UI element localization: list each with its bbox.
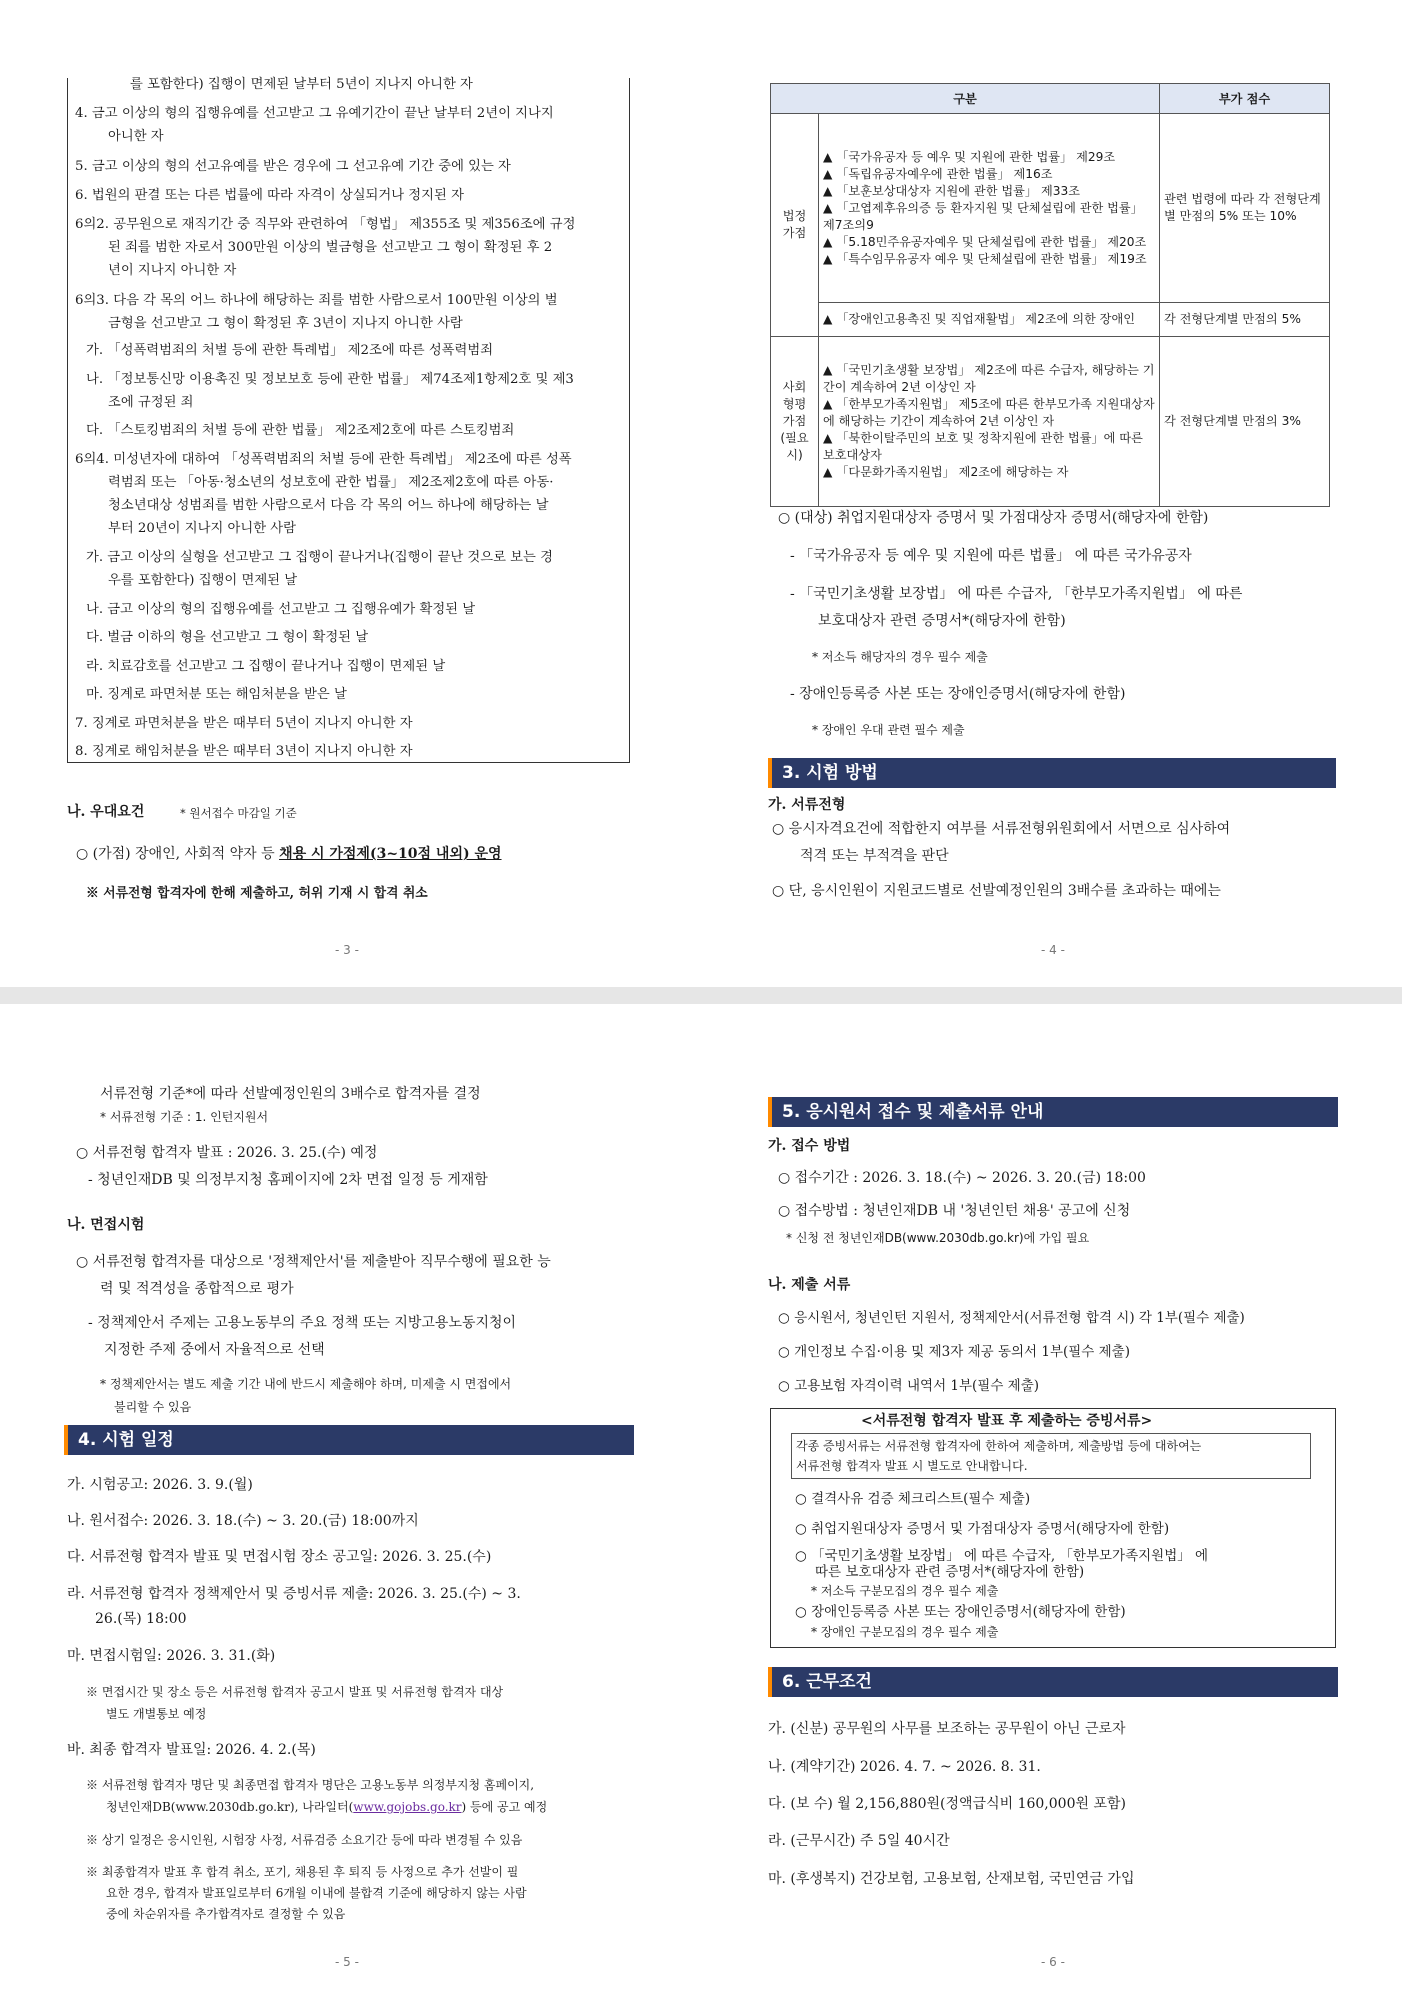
proof-line: ○ 결격사유 검증 체크리스트(필수 제출) — [795, 1491, 1031, 1507]
text-line: 청소년대상 성범죄를 범한 사람으로서 다음 각 목의 어느 하나에 해당하는 날 — [108, 498, 549, 513]
text-line: 서류전형 기준*에 따라 선발예정인원의 3배수로 합격자를 결정 — [100, 1086, 481, 1102]
text-line: 지정한 주제 중에서 자율적으로 선택 — [104, 1342, 325, 1358]
schedule-line: 가. 시험공고: 2026. 3. 9.(월) — [67, 1477, 253, 1493]
page-number: - 3 - — [335, 943, 359, 957]
text-line: ○ 개인정보 수집·이용 및 제3자 제공 동의서 1부(필수 제출) — [778, 1344, 1130, 1360]
social-label: 사회 형평 가점 (필요시) — [771, 337, 819, 507]
page-number: - 4 - — [1041, 943, 1065, 957]
text-line: 마. 징계로 파면처분 또는 해임처분을 받은 날 — [86, 687, 347, 702]
proof-line: ○ 「국민기초생활 보장법」 에 따른 수급자, 「한부모가족지원법」 에 — [795, 1548, 1209, 1564]
text-line: 가. 「성폭력범죄의 처벌 등에 관한 특례법」 제2조에 따른 성폭력범죄 — [86, 343, 494, 358]
subsection-heading: 나. 제출 서류 — [768, 1277, 851, 1293]
text-line: 7. 징계로 파면처분을 받은 때부터 5년이 지나지 아니한 자 — [75, 716, 413, 731]
legal-label: 법정 가점 — [771, 114, 819, 337]
gojobs-link[interactable]: www.gojobs.go.kr — [353, 1800, 462, 1814]
text-line: ○ 단, 응시인원이 지원코드별로 선발예정인원의 3배수를 초과하는 때에는 — [772, 883, 1221, 899]
text-line: 라. 치료감호를 선고받고 그 집행이 끝나거나 집행이 면제된 날 — [86, 659, 446, 674]
proof-box-notice — [791, 1433, 1311, 1479]
schedule-line: 나. 원서접수: 2026. 3. 18.(수) ~ 3. 20.(금) 18:00까지 — [67, 1513, 419, 1529]
text-note: * 서류전형 기준 : 1. 인턴지원서 — [100, 1110, 269, 1124]
social-points: 각 전형단계별 만점의 3% — [1160, 337, 1330, 507]
document-list-note: * 저소득 해당자의 경우 필수 제출 — [812, 650, 988, 664]
disabled-points: 각 전형단계별 만점의 5% — [1160, 303, 1330, 337]
section-heading-schedule: 4. 시험 일정 — [64, 1425, 634, 1455]
text-line: 된 죄를 범한 자로서 300만원 이상의 벌금형을 선고받고 그 형이 확정된 후 2 — [108, 240, 553, 255]
schedule-note: 중에 차순위자를 추가합격자로 결정할 수 있음 — [106, 1907, 346, 1921]
legal-points: 관련 법령에 따라 각 전형단계 별 만점의 5% 또는 10% — [1160, 114, 1330, 303]
legal-item: ▲ 「5.18민주유공자예우 및 단체설립에 관한 법률」 제20조 — [823, 234, 1147, 249]
text-line: ○ 응시자격요건에 적합한지 여부를 서류전형위원회에서 서면으로 심사하여 — [772, 821, 1231, 837]
section-heading-application: 5. 응시원서 접수 및 제출서류 안내 — [768, 1097, 1338, 1127]
condition-line: 다. (보 수) 월 2,156,880원(정액급식비 160,000원 포함) — [768, 1796, 1126, 1812]
document-sheet-top — [0, 0, 1402, 987]
text-line: 6. 법원의 판결 또는 다른 법률에 따라 자격이 상실되거나 정지된 자 — [75, 188, 464, 203]
text-line: 다. 「스토킹범죄의 처벌 등에 관한 법률」 제2조제2호에 따른 스토킹범죄 — [86, 423, 515, 438]
preference-heading: 나. 우대요건 — [67, 804, 145, 820]
schedule-line: 다. 서류전형 합격자 발표 및 면접시험 장소 공고일: 2026. 3. 25.(수) — [67, 1549, 492, 1565]
condition-line: 라. (근무시간) 주 5일 40시간 — [768, 1833, 950, 1849]
text-line: 5. 금고 이상의 형의 선고유예를 받은 경우에 그 선고유예 기간 중에 있는 자 — [75, 159, 511, 174]
legal-item: ▲ 「고엽제후유의증 등 환자지원 및 단체설립에 관한 법률」 제7조의9 — [823, 200, 1143, 232]
schedule-line: 바. 최종 합격자 발표일: 2026. 4. 2.(목) — [67, 1742, 316, 1758]
condition-line: 마. (후생복지) 건강보험, 고용보험, 산재보험, 국민연금 가입 — [768, 1871, 1135, 1887]
text-line: ○ 고용보험 자격이력 내역서 1부(필수 제출) — [778, 1378, 1040, 1394]
proof-line: ○ 장애인등록증 사본 또는 장애인증명서(해당자에 한함) — [795, 1604, 1126, 1620]
text-line: 4. 금고 이상의 형의 집행유예를 선고받고 그 유예기간이 끝난 날부터 2년이 지나지 — [75, 106, 554, 121]
text-line: 를 포함한다) 집행이 면제된 날부터 5년이 지나지 아니한 자 — [130, 77, 473, 92]
legal-item: ▲ 「특수임무유공자 예우 및 단체설립에 관한 법률」 제19조 — [823, 251, 1147, 266]
social-items — [819, 337, 1160, 507]
section-heading-exam-method: 3. 시험 방법 — [768, 758, 1336, 788]
schedule-note: ※ 면접시간 및 장소 등은 서류전형 합격자 공고시 발표 및 서류전형 합격자 대상 — [86, 1685, 504, 1699]
notice-line: 각종 증빙서류는 서류전형 합격자에 한하여 제출하며, 제출방법 등에 대하여는 — [796, 1439, 1202, 1453]
bonus-points-table — [770, 83, 1330, 507]
subsection-heading: 나. 면접시험 — [67, 1217, 145, 1233]
subsection-heading: 가. 접수 방법 — [768, 1138, 851, 1154]
text-line: 6의3. 다음 각 목의 어느 하나에 해당하는 죄를 범한 사람으로서 100만원 이상의 벌 — [75, 293, 558, 308]
subsection-heading: 가. 서류전형 — [768, 797, 846, 813]
schedule-line: 라. 서류전형 합격자 정책제안서 및 증빙서류 제출: 2026. 3. 25.(수) ~ 3. — [67, 1586, 521, 1602]
document-list-note: * 장애인 우대 관련 필수 제출 — [812, 723, 965, 737]
text-line: 나. 「정보통신망 이용촉진 및 정보보호 등에 관한 법률」 제74조제1항제2호 및 제3 — [86, 372, 574, 387]
table-header-points: 부가 점수 — [1160, 84, 1330, 114]
document-list-line: - 「국민기초생활 보장법」 에 따른 수급자, 「한부모가족지원법」 에 따른 — [790, 586, 1243, 602]
proof-line: 따른 보호대상자 관련 증명서*(해당자에 한함) — [815, 1564, 1085, 1580]
notice-line: 서류전형 합격자 발표 시 별도로 안내합니다. — [796, 1459, 1028, 1473]
social-item: ▲ 「국민기초생활 보장법」 제2조에 따른 수급자, 해당하는 기간이 계속하여 2년 이상인 자 — [823, 363, 1155, 394]
schedule-note: 별도 개별통보 예정 — [106, 1707, 207, 1721]
table-header-category: 구분 — [771, 84, 1160, 114]
schedule-note: 청년인재DB(www.2030db.go.kr), 나라일터(www.gojobs.go.kr) 등에 공고 예정 — [106, 1800, 548, 1814]
schedule-line: 26.(목) 18:00 — [95, 1611, 187, 1627]
text-line: 조에 규정된 죄 — [108, 395, 194, 410]
condition-line: 가. (신분) 공무원의 사무를 보조하는 공무원이 아닌 근로자 — [768, 1721, 1126, 1737]
text-line: 년이 지나지 아니한 자 — [108, 263, 237, 278]
text-line: ○ 접수기간 : 2026. 3. 18.(수) ~ 2026. 3. 20.(금) 18:00 — [778, 1170, 1146, 1186]
document-list-line: ○ (대상) 취업지원대상자 증명서 및 가점대상자 증명서(해당자에 한함) — [778, 510, 1209, 526]
proof-box-title: <서류전형 합격자 발표 후 제출하는 증빙서류> — [861, 1413, 1153, 1429]
document-list-line: 보호대상자 관련 증명서*(해당자에 한함) — [818, 613, 1066, 629]
document-list-line: - 「국가유공자 등 예우 및 지원에 따른 법률」 에 따른 국가유공자 — [790, 548, 1192, 564]
section-heading-conditions: 6. 근무조건 — [768, 1667, 1338, 1697]
proof-note: * 저소득 구분모집의 경우 필수 제출 — [811, 1584, 999, 1598]
text-line: 부터 20년이 지나지 아니한 사람 — [108, 521, 296, 536]
condition-line: 나. (계약기간) 2026. 4. 7. ~ 2026. 8. 31. — [768, 1759, 1041, 1775]
schedule-note: 요한 경우, 합격자 발표일로부터 6개월 이내에 불합격 기준에 해당하지 않는 사람 — [106, 1886, 527, 1900]
social-item: ▲ 「한부모가족지원법」 제5조에 따른 한부모가족 지원대상자에 해당하는 기간이 계속하여 2년 이상인 자 — [823, 397, 1155, 428]
legal-item: ▲ 「독립유공자예우에 관한 법률」 제16조 — [823, 166, 1053, 181]
proof-note: * 장애인 구분모집의 경우 필수 제출 — [811, 1625, 999, 1639]
social-item: ▲ 「다문화가족지원법」 제2조에 해당하는 자 — [823, 465, 1069, 479]
schedule-line: 마. 면접시험일: 2026. 3. 31.(화) — [67, 1648, 276, 1664]
text-line: 6의2. 공무원으로 재직기간 중 직무와 관련하여 「형법」 제355조 및 제356조에 규정 — [75, 217, 576, 232]
document-sheet-bottom — [0, 1004, 1402, 1997]
text-line: 아니한 자 — [108, 129, 164, 144]
text-line: ○ 서류전형 합격자를 대상으로 '정책제안서'를 제출받아 직무수행에 필요한 능 — [76, 1254, 551, 1270]
text-line: - 정책제안서 주제는 고용노동부의 주요 정책 또는 지방고용노동지청이 — [88, 1315, 517, 1331]
text-line: 다. 벌금 이하의 형을 선고받고 그 형이 확정된 날 — [86, 630, 369, 645]
schedule-note: ※ 상기 일정은 응시인원, 시험장 사정, 서류검증 소요기간 등에 따라 변경될 수 있음 — [86, 1833, 523, 1847]
disqualification-box — [67, 78, 630, 763]
text-note: 불리할 수 있음 — [114, 1400, 192, 1414]
proof-line: ○ 취업지원대상자 증명서 및 가점대상자 증명서(해당자에 한함) — [795, 1521, 1170, 1537]
preference-item-text: ○ (가점) 장애인, 사회적 약자 등 — [76, 846, 280, 862]
preference-item — [76, 844, 502, 864]
schedule-note: ※ 최종합격자 발표 후 합격 취소, 포기, 채용된 후 퇴직 등 사정으로 추가 선발이 필 — [86, 1865, 519, 1879]
page-number: - 6 - — [1041, 1955, 1065, 1969]
social-item: ▲ 「북한이탈주민의 보호 및 정착지원에 관한 법률」에 따른 보호대상자 — [823, 431, 1143, 462]
text-line: 금형을 선고받고 그 형이 확정된 후 3년이 지나지 아니한 사람 — [108, 316, 463, 331]
legal-item: ▲ 「보훈보상대상자 지원에 관한 법률」 제33조 — [823, 183, 1080, 198]
text-line: 8. 징계로 해임처분을 받은 때부터 3년이 지나지 아니한 자 — [75, 744, 413, 759]
preference-item-emphasis: 채용 시 가점제(3~10점 내외) 운영 — [279, 846, 502, 862]
text-line: 가. 금고 이상의 실형을 선고받고 그 집행이 끝나거나(집행이 끝난 것으로 보는 경 — [86, 550, 553, 565]
text-line: ○ 응시원서, 청년인턴 지원서, 정책제안서(서류전형 합격 시) 각 1부(필수 제출) — [778, 1310, 1245, 1326]
text-line: - 청년인재DB 및 의정부지청 홈페이지에 2차 면접 일정 등 게재함 — [88, 1172, 488, 1188]
text-line: 우를 포함한다) 집행이 면제된 날 — [108, 573, 298, 588]
page-gap — [0, 987, 1402, 1004]
schedule-note: ※ 서류전형 합격자 명단 및 최종면접 합격자 명단은 고용노동부 의정부지청 홈페이지, — [86, 1778, 535, 1792]
text-line: 6의4. 미성년자에 대하여 「성폭력범죄의 처벌 등에 관한 특례법」 제2조에 따른 성폭 — [75, 452, 572, 467]
legal-item: ▲ 「국가유공자 등 예우 및 지원에 관한 법률」 제29조 — [823, 149, 1116, 164]
disabled-item: ▲ 「장애인고용촉진 및 직업재활법」 제2조에 의한 장애인 — [819, 303, 1160, 337]
text-note: * 신청 전 청년인재DB(www.2030db.go.kr)에 가입 필요 — [786, 1231, 1090, 1245]
text-line: 적격 또는 부적격을 판단 — [800, 848, 949, 864]
text-line: 나. 금고 이상의 형의 집행유예를 선고받고 그 집행유예가 확정된 날 — [86, 602, 476, 617]
document-list-line: - 장애인등록증 사본 또는 장애인증명서(해당자에 한함) — [790, 686, 1126, 702]
text-line: 력범죄 또는 「아동·청소년의 성보호에 관한 법률」 제2조제2호에 따른 아동· — [108, 475, 554, 490]
proof-documents-box — [770, 1408, 1336, 1648]
text-note: * 정책제안서는 별도 제출 기간 내에 반드시 제출해야 하며, 미제출 시 면접에서 — [100, 1377, 512, 1391]
page-number: - 5 - — [335, 1955, 359, 1969]
preference-warning: ※ 서류전형 합격자에 한해 제출하고, 허위 기재 시 합격 취소 — [86, 886, 428, 901]
text-line: ○ 접수방법 : 청년인재DB 내 '청년인턴 채용' 공고에 신청 — [778, 1203, 1131, 1219]
text-line: 력 및 적격성을 종합적으로 평가 — [100, 1281, 294, 1297]
preference-note: * 원서접수 마감일 기준 — [180, 806, 297, 820]
text-line: ○ 서류전형 합격자 발표 : 2026. 3. 25.(수) 예정 — [76, 1145, 378, 1161]
legal-items — [819, 114, 1160, 303]
